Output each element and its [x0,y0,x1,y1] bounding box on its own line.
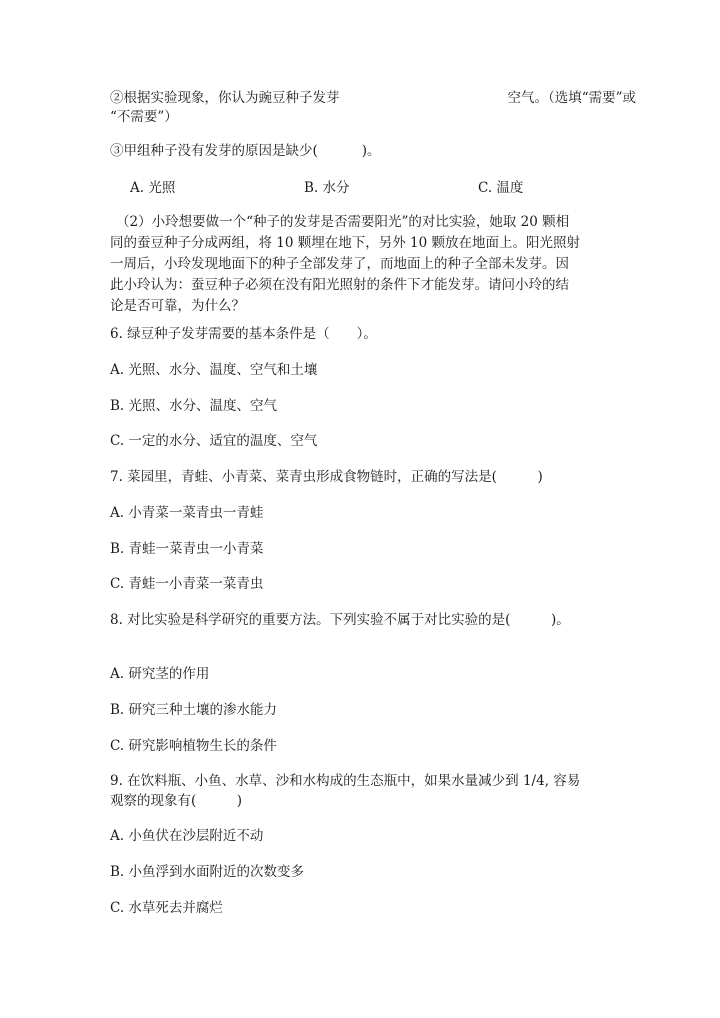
q8-option-c: C. 研究影响植物生长的条件 [110,738,277,754]
part2-line-1: （2）小玲想要做一个“种子的发芽是否需要阳光”的对比实验，她取 20 颗相 [116,214,570,230]
sub3-option-a: A. 光照 [130,180,176,196]
q6-option-a: A. 光照、水分、温度、空气和土壤 [110,362,318,378]
q7-option-c: C. 青蛙一小青菜一菜青虫 [110,576,264,592]
sub2-line1 [110,88,636,108]
q7-option-a: A. 小青菜一菜青虫一青蛙 [110,505,264,521]
part2-line-3: 一周后，小玲发现地面下的种子全部发芽了，而地面上的种子全部未发芽。因 [110,256,569,272]
q7-option-b: B. 青蛙一菜青虫一小青菜 [110,541,264,557]
q9-option-a: A. 小鱼伏在沙层附近不动 [110,828,264,844]
sub3-option-b: B. 水分 [304,180,350,196]
q9-stem-line2: 观察的现象有( ) [110,793,243,809]
q8-option-a: A. 研究茎的作用 [110,666,210,682]
sub2-text-b: 空气。（选填“需要”或 [507,90,637,106]
part2-line-4: 此小玲认为：蚕豆种子必须在没有阳光照射的条件下才能发芽。请问小玲的结 [110,277,569,293]
q8-stem: 8. 对比实验是科学研究的重要方法。下列实验不属于对比实验的是( )。 [110,612,570,628]
sub3-stem-end: )。 [361,143,381,159]
q6-option-b: B. 光照、水分、温度、空气 [110,398,278,414]
part2-line-2: 同的蚕豆种子分成两组，将 10 颗埋在地下，另外 10 颗放在地面上。阳光照射 [110,235,581,251]
sub3-option-c: C. 温度 [478,180,524,196]
q9-option-c: C. 水草死去并腐烂 [110,900,223,916]
sub2-text-a: ②根据实验现象，你认为豌豆种子发芽 [110,90,340,106]
q8-option-b: B. 研究三种土壤的渗水能力 [110,702,278,718]
q7-stem: 7. 菜园里，青蛙、小青菜、菜青虫形成食物链时，正确的写法是( ) [110,469,543,485]
q9-option-b: B. 小鱼浮到水面附近的次数变多 [110,864,305,880]
q6-option-c: C. 一定的水分、适宜的温度、空气 [110,433,318,449]
sub3-stem-text: ③甲组种子没有发芽的原因是缺少( [110,143,318,159]
part2-line-5: 论是否可靠，为什么？ [110,298,245,314]
sub3-stem [110,141,381,161]
q6-stem: 6. 绿豆种子发芽需要的基本条件是（ ）。 [110,326,377,342]
q9-stem-line1: 9. 在饮料瓶、小鱼、水草、沙和水构成的生态瓶中，如果水量减少到 1/4, 容易 [110,773,581,789]
sub2-line2: “不需要”） [110,109,178,125]
